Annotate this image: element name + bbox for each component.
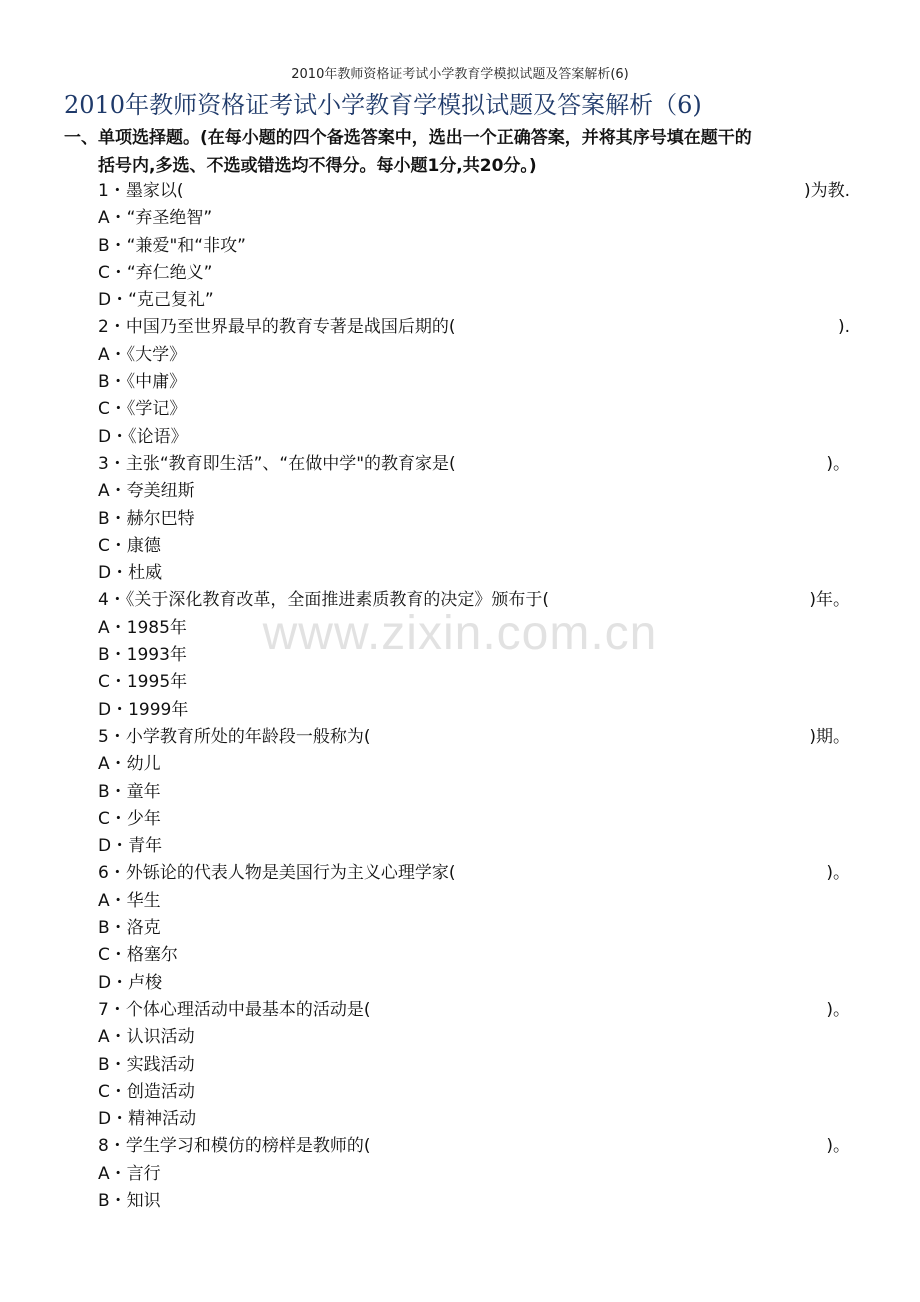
question-stem-text: 3・主张“教育即生活”、“在做中学"的教育家是( [98, 453, 456, 474]
question-stem [98, 997, 850, 1024]
answer-option: B・《中庸》 [98, 372, 187, 393]
question-stem-tail: )。 [826, 453, 850, 474]
question-stem-tail: )年。 [809, 590, 850, 611]
running-header: 2010年教师资格证考试小学教育学模拟试题及答案解析(6) [291, 67, 629, 82]
answer-option: D・青年 [98, 836, 163, 857]
answer-option: C・《学记》 [98, 399, 187, 420]
answer-option: C・创造活动 [98, 1081, 195, 1102]
section-number: 一、 [64, 128, 98, 148]
answer-option: D・“克己复礼” [98, 290, 214, 311]
answer-option: A・认识活动 [98, 1027, 195, 1048]
answer-option: B・1993年 [98, 645, 187, 666]
question-stem [98, 451, 850, 478]
answer-option: B・知识 [98, 1190, 161, 1211]
question-stem-text: 4・《关于深化教育改革，全面推进素质教育的决定》颁布于( [98, 590, 549, 611]
answer-option: C・康德 [98, 535, 161, 556]
answer-option: D・卢梭 [98, 972, 163, 993]
answer-option: A・夸美纽斯 [98, 481, 195, 502]
question-stem-tail: )。 [826, 999, 850, 1020]
answer-option: C・格塞尔 [98, 945, 178, 966]
question-stem-tail: )期。 [809, 726, 850, 747]
answer-option: B・童年 [98, 781, 161, 802]
question-stem-text: 8・学生学习和模仿的榜样是教师的( [98, 1136, 371, 1157]
section-heading [64, 124, 854, 180]
answer-option: B・实践活动 [98, 1054, 195, 1075]
answer-option: C・“弃仁绝义” [98, 262, 213, 283]
question-stem-text: 6・外铄论的代表人物是美国行为主义心理学家( [98, 863, 456, 884]
answer-option: A・华生 [98, 890, 161, 911]
watermark: www.zixin.com.cn [262, 607, 658, 660]
answer-option: D・杜威 [98, 563, 163, 584]
question-stem [98, 314, 850, 341]
question-stem-text: 1・墨家以( [98, 181, 184, 201]
answer-option: C・1995年 [98, 672, 188, 693]
question-stem-text: 5・小学教育所处的年龄段一般称为( [98, 726, 371, 747]
section-heading-line1: 单项选择题。(在每小题的四个备选答案中，选出一个正确答案，并将其序号填在题干的 [98, 128, 752, 148]
answer-option: A・1985年 [98, 617, 187, 638]
answer-option: A・言行 [98, 1163, 161, 1184]
answer-option: A・幼儿 [98, 754, 161, 775]
question-stem [98, 1133, 850, 1160]
question-stem [98, 178, 850, 205]
question-stem-tail: )。 [826, 1136, 850, 1157]
answer-option: B・洛克 [98, 918, 161, 939]
question-stem-text: 7・个体心理活动中最基本的活动是( [98, 999, 371, 1020]
answer-option: A・《大学》 [98, 344, 187, 365]
question-stem [98, 860, 850, 887]
answer-option: C・少年 [98, 808, 161, 829]
question-stem-tail: )为教. [803, 181, 850, 201]
section-heading-line2: 括号内,多选、不选或错选均不得分。每小题1分,共20分。) [98, 156, 537, 176]
answer-option: D・《论语》 [98, 426, 188, 447]
question-list [98, 178, 850, 1215]
answer-option: B・“兼爱"和“非攻” [98, 235, 246, 256]
question-stem [98, 587, 850, 614]
answer-option: A・“弃圣绝智” [98, 208, 213, 229]
answer-option: D・1999年 [98, 699, 189, 720]
question-stem [98, 724, 850, 751]
document-title: 2010年教师资格证考试小学教育学模拟试题及答案解析（6) [64, 91, 702, 119]
answer-option: D・精神活动 [98, 1109, 197, 1130]
question-stem-tail: )。 [826, 863, 850, 884]
answer-option: B・赫尔巴特 [98, 508, 195, 529]
question-stem-tail: ). [837, 317, 850, 338]
question-stem-text: 2・中国乃至世界最早的教育专著是战国后期的( [98, 317, 456, 338]
